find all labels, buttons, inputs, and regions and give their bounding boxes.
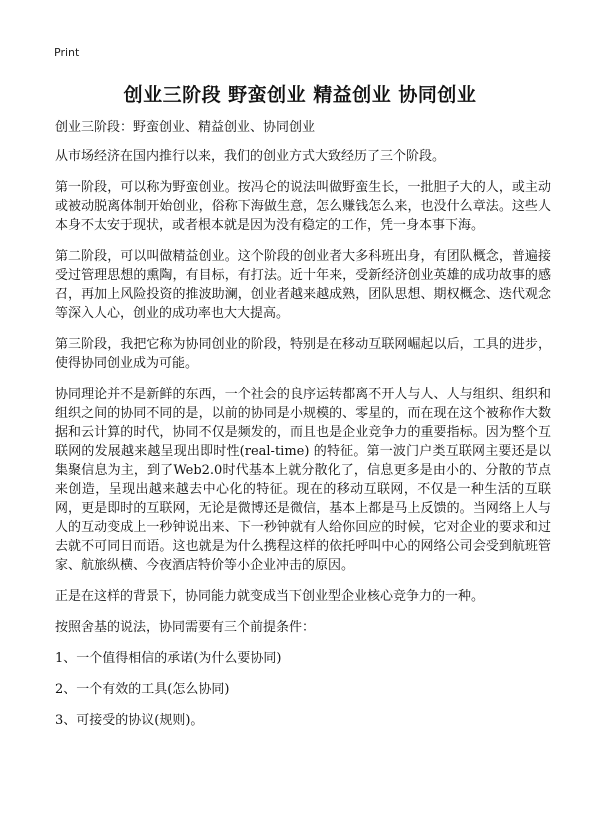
- paragraph: 协同理论并不是新鲜的东西，一个社会的良序运转都离不开人与人、人与组织、组织和组织之间的协同不同的是，以前的协同是小规模的、零星的，而在现在这个被称作大数据和云计算的时代，协同不仅是频发的，而且也是企业竞争力的重要指标。因为整个互联网的发展越来越呈现出即时性(real-time) 的特征。第一波门户类互联网主要还是以集聚信息为主，到了Web2.0时代基本上就分散化了，信息更多是由小的、分散的节点来创造，呈现出越来越去中心化的特征。现在的移动互联网，不仅是一种生活的互联网，更是即时的互联网，无论是微博还是微信，基本上都是马上反馈的。当网络上人与人的互动变成上一秒钟说出来、下一秒钟就有人给你回应的时候，它对企业的要求和过去就不可同日而语。这也就是为什么携程这样的依托呼叫中心的网络公司会受到航班管家、航旅纵横、今夜酒店特价等小企业冲击的原因。: [55, 387, 551, 573]
- paragraph: 正是在这样的背景下，协同能力就变成当下创业型企业核心竞争力的一种。: [55, 589, 485, 604]
- article-body: [55, 118, 551, 742]
- subtitle-paragraph: 创业三阶段：野蛮创业、精益创业、协同创业: [55, 120, 316, 135]
- paragraph: 按照舍基的说法，协同需要有三个前提条件：: [55, 620, 316, 635]
- paragraph: 第一阶段，可以称为野蛮创业。按冯仑的说法叫做野蛮生长，一批胆子大的人，或主动或被动脱离体制开始创业，俗称下海做生意，怎么赚钱怎么来，也没什么章法。这些人本身不太安于现状，或者根本就是因为没有稳定的工作，凭一身本事下海。: [55, 180, 551, 233]
- paragraph: 第三阶段，我把它称为协同创业的阶段，特别是在移动互联网崛起以后，工具的进步，使得协同创业成为可能。: [55, 337, 551, 371]
- page-title: 创业三阶段 野蛮创业 精益创业 协同创业: [123, 84, 477, 106]
- paragraph: 第二阶段，可以叫做精益创业。这个阶段的创业者大多科班出身，有团队概念，普遍接受过管理思想的熏陶，有目标，有打法。近十年来，受新经济创业英雄的成功故事的感召，再加上风险投资的推波助澜，创业者越来越成熟，团队思想、期权概念、迭代观念等深入人心，创业的成功率也大大提高。: [55, 249, 551, 321]
- list-item: 2、一个有效的工具(怎么协同): [55, 682, 230, 697]
- list-item: 1、一个值得相信的承诺(为什么要协同): [55, 651, 282, 666]
- print-label: Print: [54, 46, 80, 59]
- paragraph: 从市场经济在国内推行以来，我们的创业方式大致经历了三个阶段。: [55, 149, 446, 164]
- list-item: 3、可接受的协议(规则)。: [55, 713, 204, 728]
